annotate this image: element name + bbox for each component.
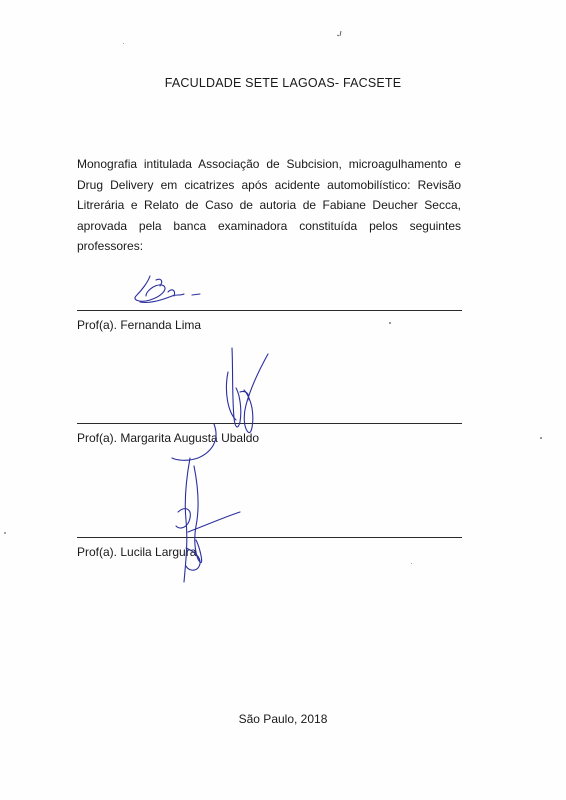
- institution-title: FACULDADE SETE LAGOAS- FACSETE: [164, 76, 402, 90]
- signature-1: [135, 276, 200, 303]
- scan-speck: [4, 532, 6, 534]
- examiner-name-2: Prof(a). Margarita Augusta Ubaldo: [77, 431, 260, 445]
- signature-line-1: [77, 310, 462, 311]
- signature-line-2: [77, 423, 462, 424]
- scan-speck: [123, 43, 124, 44]
- scan-speck: [540, 437, 542, 439]
- examiner-name-3: Prof(a). Lucila Largura: [77, 545, 197, 559]
- scan-speck: [411, 563, 412, 564]
- place-and-date: São Paulo, 2018: [238, 712, 328, 726]
- signature-line-3: [77, 537, 462, 538]
- approval-statement: Monografia intitulada Associação de Subcision, microagulhamento e Drug Delivery em cicatrizes após acidente automobilístico: Revisão Litrerária e Relato de Caso de autoria de Fabiane Deucher Secca, aprovada pela banca examinadora constituída pelos seguintes professores:: [77, 157, 461, 253]
- signature-3: [176, 458, 240, 582]
- scan-speck: [389, 322, 391, 324]
- examiner-name-1: Prof(a). Fernanda Lima: [77, 318, 202, 332]
